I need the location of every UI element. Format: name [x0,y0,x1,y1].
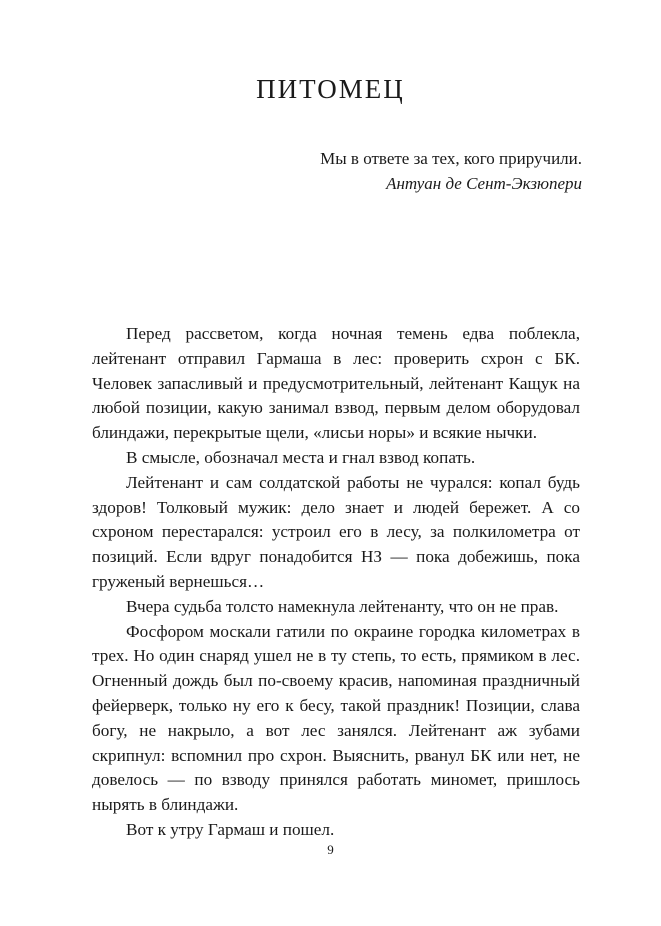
page-number: 9 [327,842,334,857]
paragraph: Фосфором москали гатили по окраине городка километрах в трех. Но один снаряд ушел не в ту степь, то есть, прямиком в лес. Огненный дождь был по-своему красив, напоминая праздничный фейерверк, только ну его к бесу, такой праздник! Позиции, слава богу, не накрыло, а вот лес занялся. Лейтенант аж зубами скрипнул: вспомнил про схрон. Выяснить, рванул БК или нет, не довелось — по взводу принялся работать миномет, пришлось нырять в блиндажи. [92,621,580,815]
chapter-body [92,322,580,843]
paragraph: Вчера судьба толсто намекнула лейтенанту, что он не прав. [126,596,559,616]
paragraph: Перед рассветом, когда ночная темень едва поблекла, лейтенант отправил Гармаша в лес: проверить схрон с БК. Человек запасливый и предусмотрительный, лейтенант Кащук на любой позиции, какую занимал взвод, первым делом оборудовал блиндажи, перекрытые щели, «лисьи норы» и всякие нычки. [92,324,580,443]
paragraph: Лейтенант и сам солдатской работы не чурался: копал будь здоров! Толковый мужик: дело знает и людей бережет. А со схроном перестарался: устроил его в лесу, за полкилометра от позиций. Если вдруг понадобится НЗ — пока добежишь, пока груженый вернешься… [92,472,580,591]
epigraph [320,146,582,196]
paragraph: В смысле, обозначал места и гнал взвод копать. [126,447,476,467]
paragraph: Вот к утру Гармаш и пошел. [126,819,335,839]
epigraph-quote: Мы в ответе за тех, кого приручили. [320,149,582,168]
epigraph-author: Антуан де Сент-Экзюпери [386,174,582,193]
chapter-title: ПИТОМЕЦ [256,74,405,104]
